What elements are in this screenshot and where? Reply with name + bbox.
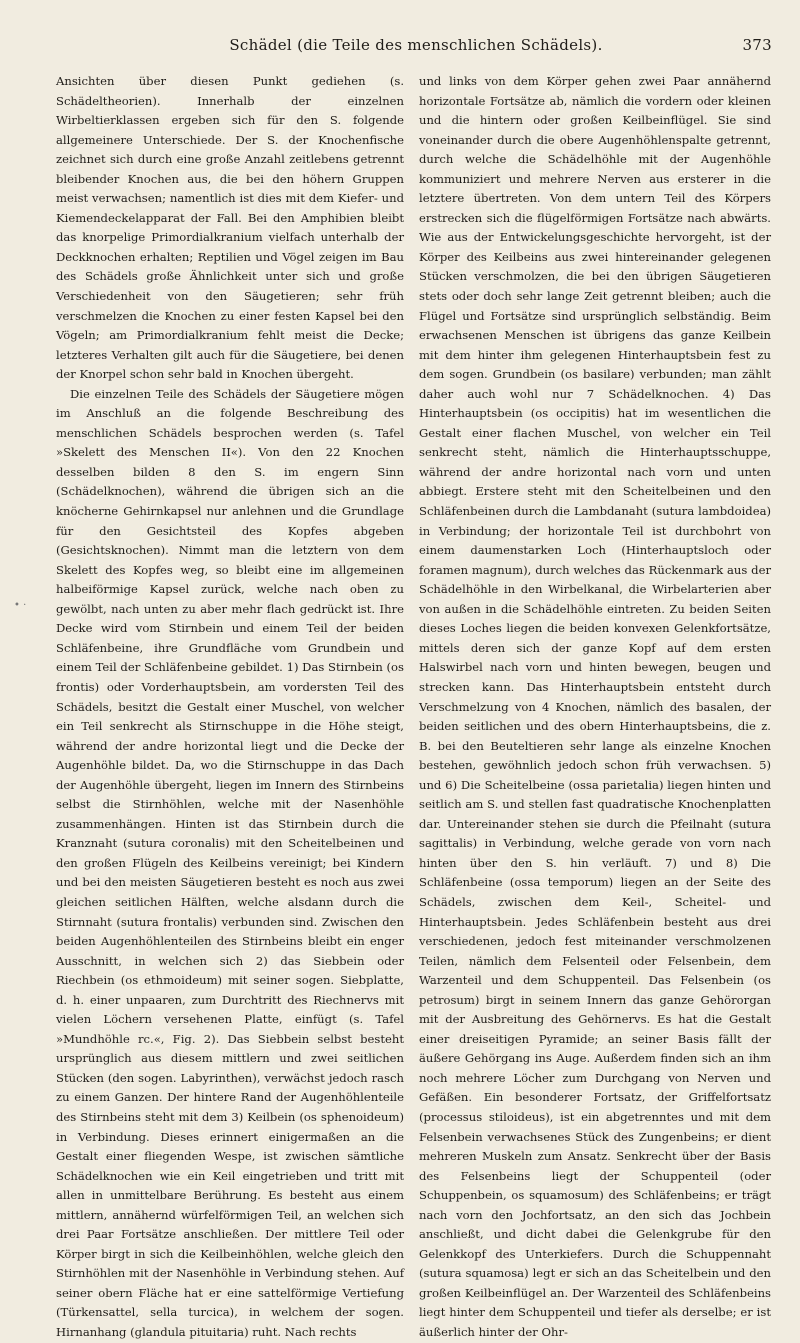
running-header [60,36,772,60]
paragraph: Die einzelnen Teile des Schädels der Säugetiere mögen im Anschluß an die folgende Beschreibung des menschlichen Schädels besprochen werden (s. Tafel »Skelett des Menschen II«). Von den 22 Knochen desselben bilden 8 den S. im engern Sinn (Schädelknochen), während die übrigen sich an die knöcherne Gehirnkapsel nur anlehnen und die Grundlage für den Gesichtsteil des Kopfes abgeben (Gesichtsknochen). Nimmt man die letztern von dem Skelett des Kopfes weg, so bleibt eine im allgemeinen halbeiförmige Kapsel zurück, welche nach oben zu gewölbt, nach unten zu aber mehr flach gedrückt ist. Ihre Decke wird vom Stirnbein und einem Teil der beiden Schläfenbeine, ihre Grundfläche vom Grundbein und einem Teil der Schläfenbeine gebildet. 1) Das Stirnbein (os frontis) oder Vorderhauptsbein, am vordersten Teil des Schädels, besitzt die Gestalt einer Muschel, von welcher ein Teil senkrecht als Stirnschuppe in die Höhe steigt, während der andre horizontal liegt und die Decke der Augenhöhle bildet. Da, wo die Stirnschuppe in das Dach der Augenhöhle übergeht, liegen im Innern des Stirnbeins selbst die Stirnhöhlen, welche mit der Nasenhöhle zusammenhängen. Hinten ist das Stirnbein durch die Kranznaht (sutura coronalis) mit den Scheitelbeinen und den großen Flügeln des Keilbeins vereinigt; bei Kindern und bei den meisten Säugetieren besteht es noch aus zwei gleichen seitlichen Hälften, welche alsdann durch die Stirnnaht (sutura frontalis) verbunden sind. Zwischen den beiden Augenhöhlenteilen des Stirnbeins bleibt ein enger Ausschnitt, in welchen sich 2) das Siebbein oder Riechbein (os ethmoideum) mit seiner sogen. Siebplatte, d. h. einer unpaaren, zum Durchtritt des Riechnervs mit vielen Löchern versehenen Platte, einfügt (s. Tafel »Mundhöhle rc.«, Fig. 2). Das Siebbein selbst besteht ursprünglich aus diesem mittlern und zwei seitlichen Stücken (den sogen. Labyrinthen), verwächst jedoch rasch zu einem Ganzen. Der hintere Rand der Augenhöhlenteile des Stirnbeins steht mit dem 3) Keilbein (os sphenoideum) in Verbindung. Dieses erinnert einigermaßen an die Gestalt einer fliegenden Wespe, ist zwischen sämtliche Schädelknochen wie ein Keil eingetrieben und tritt mit allen in unmittelbare Berührung. Es besteht aus einem mittlern, annähernd würfelförmigen Teil, an welchen sich drei Paar Fortsätze anschließen. Der mittlere Teil oder Körper birgt in sich die Keilbeinhöhlen, welche gleich den Stirnhöhlen mit der Nasenhöhle in Verbindung stehen. Auf seiner obern Fläche hat er eine sattelförmige Vertiefung (Türkensattel, sella turcica), in welchem der sogen. Hirnanhang (glandula pituitaria) ruht. Nach rechts [56,386,404,1339]
margin-mark: • · [14,600,27,611]
left-column [56,72,404,1339]
paragraph: und links von dem Körper gehen zwei Paar annähernd horizontale Fortsätze ab, nämlich die vordern oder kleinen und die hintern oder großen Keilbeinflügel. Sie sind voneinander durch die obere Augenhöhlenspalte getrennt, durch welche die Schädelhöhle mit der Augenhöhle kommuniziert und mehrere Nerven aus ersterer in die letztere übertreten. Von dem untern Teil des Körpers erstrecken sich die flügelförmigen Fortsätze nach abwärts. Wie aus der Entwickelungsgeschichte hervorgeht, ist der Körper des Keilbeins aus zwei hintereinander gelegenen Stücken verschmolzen, die bei den übrigen Säugetieren stets oder doch sehr lange Zeit getrennt bleiben; auch die Flügel und Fortsätze sind ursprünglich selbständig. Beim erwachsenen Menschen ist übrigens das ganze Keilbein mit dem hinter ihm gelegenen Hinterhauptsbein fest zu dem sogen. Grundbein (os basilare) verbunden; man zählt daher auch wohl nur 7 Schädelknochen. 4) Das Hinterhauptsbein (os occipitis) hat im wesentlichen die Gestalt einer flachen Muschel, von welcher ein Teil senkrecht steht, nämlich die Hinterhauptsschuppe, während der andre horizontal nach vorn und unten abbiegt. Erstere steht mit den Scheitelbeinen und den Schläfenbeinen durch die Lambdanaht (sutura lambdoidea) in Verbindung; der horizontale Teil ist durchbohrt von einem daumenstarken Loch (Hinterhauptsloch oder foramen magnum), durch welches das Rückenmark aus der Schädelhöhle in den Wirbelkanal, die Wirbelarterien aber von außen in die Schädelhöhle eintreten. Zu beiden Seiten dieses Loches liegen die beiden konvexen Gelenkfortsätze, mittels deren sich der ganze Kopf auf dem ersten Halswirbel nach vorn und hinten bewegen, beugen und strecken kann. Das Hinterhauptsbein entsteht durch Verschmelzung von 4 Knochen, nämlich des basalen, der beiden seitlichen und des obern Hinterhauptsbeins, die z. B. bei den Beuteltieren sehr lange als einzelne Knochen bestehen, gewöhnlich jedoch schon früh verwachsen. 5) und 6) Die Scheitelbeine (ossa parietalia) liegen hinten und seitlich am S. und stellen fast quadratische Knochenplatten dar. Untereinander stehen sie durch die Pfeilnaht (sutura sagittalis) in Verbindung, welche gerade von vorn nach hinten über den S. hin verläuft. 7) und 8) Die Schläfenbeine (ossa temporum) liegen an der Seite des Schädels, zwischen dem Keil-, Scheitel- und Hinterhauptsbein. Jedes Schläfenbein besteht aus drei verschiedenen, jedoch fest miteinander verschmolzenen Teilen, nämlich dem Felsenteil oder Felsenbein, dem Warzenteil und dem Schuppenteil. Das Felsenbein (os petrosum) birgt in seinem Innern das ganze Gehörorgan mit der Ausbreitung des Gehörnervs. Es hat die Gestalt einer dreiseitigen Pyramide; an seiner Basis fällt der äußere Gehörgang ins Auge. Außerdem finden sich an ihm noch mehrere Löcher zum Durchgang von Nerven und Gefäßen. Ein besonderer Fortsatz, der Griffelfortsatz (processus stiloideus), ist ein abgetrenntes und mit dem Felsenbein verwachsenes Stück des Zungenbeins; er dient mehreren Muskeln zum Ansatz. Senkrecht über der Basis des Felsenbeins liegt der Schuppenteil (oder Schuppenbein, os squamosum) des Schläfenbeins; er trägt nach vorn den Jochfortsatz, an den sich das Jochbein anschließt, und dicht dabei die Gelenkgrube für den Gelenkkopf des Unterkiefers. Durch die Schuppennaht (sutura squamosa) legt er sich an das Scheitelbein und den großen Keilbeinflügel an. Der Warzenteil des Schläfenbeins liegt hinter dem Schuppenteil und tiefer als derselbe; er ist äußerlich hinter der Ohr- [419,74,771,1339]
paragraph: Ansichten über diesen Punkt gediehen (s. Schädeltheorien). Innerhalb der einzelnen Wirbeltierklassen ergeben sich für den S. folgende allgemeinere Unterschiede. Der S. der Knochenfische zeichnet sich durch eine große Anzahl zeitlebens getrennt bleibender Knochen aus, die bei den höhern Gruppen meist verwachsen; namentlich ist dies mit dem Kiefer- und Kiemendeckelapparat der Fall. Bei den Amphibien bleibt das knorpelige Primordialkranium vielfach unterhalb der Deckknochen erhalten; Reptilien und Vögel zeigen im Bau des Schädels große Ähnlichkeit unter sich und große Verschiedenheit von den Säugetieren; sehr früh verschmelzen die Knochen zu einer festen Kapsel bei den Vögeln; am Primordialkranium fehlt meist die Decke; letzteres Verhalten gilt auch für die Säugetiere, bei denen der Knorpel schon sehr bald in Knochen übergeht. [56,74,404,382]
right-column [419,72,771,1339]
page-number: 373 [742,36,772,54]
running-title: Schädel (die Teile des menschlichen Schädels). [229,36,603,54]
